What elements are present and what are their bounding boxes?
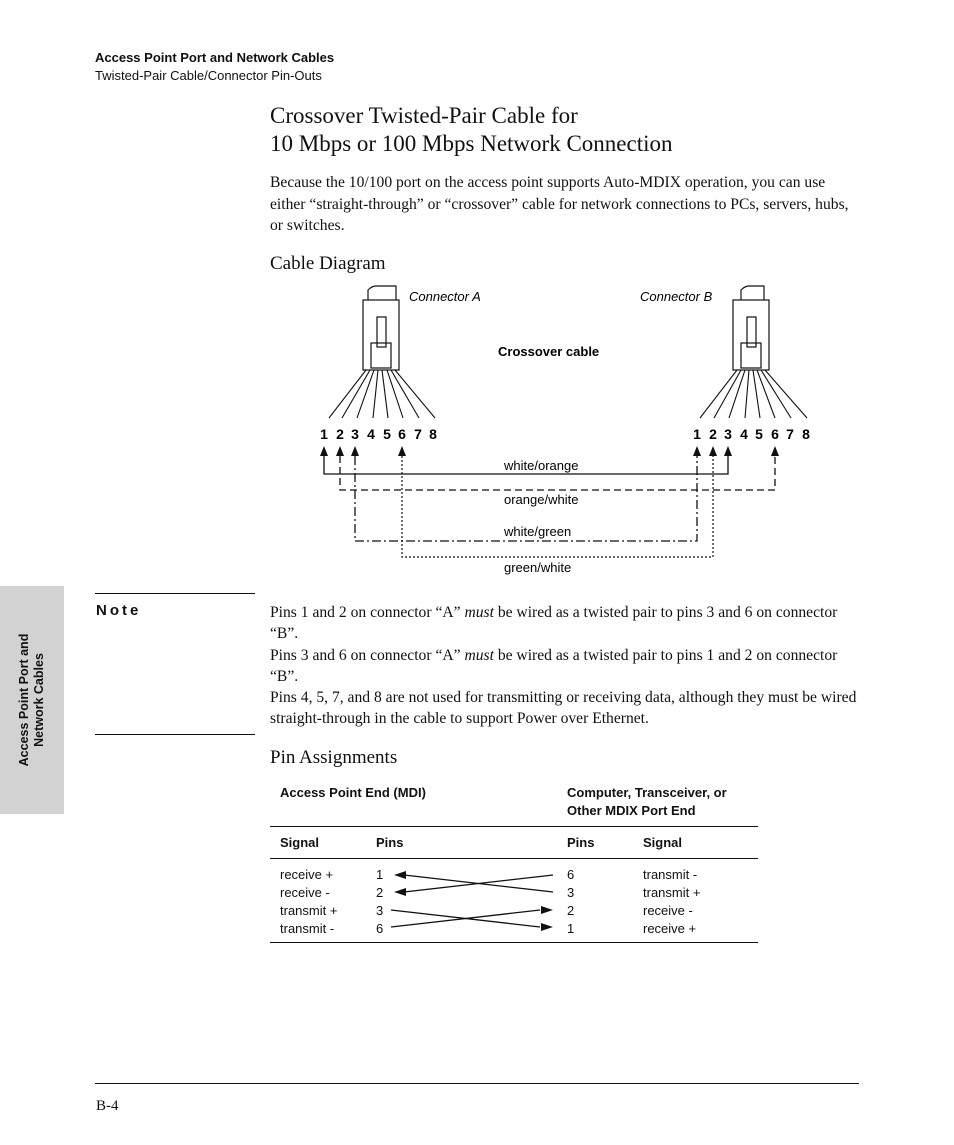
table-cell-signal-a: transmit + [280,903,338,918]
note-line-1-emphasis: must [464,604,494,621]
note-label: Note [96,602,142,619]
page-title-line-2: 10 Mbps or 100 Mbps Network Connection [270,131,673,156]
table-cell-pin-a: 6 [376,921,384,936]
pin-number: 7 [786,426,794,442]
wire-label: white/orange [504,458,579,473]
col-header-pins-right: Pins [567,835,595,850]
note-line-1-post: be wired as a twisted pair to pins 3 and 6 on connector “B”. [270,604,838,643]
note-line-2-emphasis: must [464,646,494,664]
page-number: B-4 [96,1098,119,1114]
table-group-left: Access Point End (MDI) [280,785,426,800]
table-cell-signal-b: transmit + [643,885,701,900]
arrowhead-left-icon [394,871,406,879]
pin-number: 4 [367,426,375,442]
pin-number: 8 [802,426,810,442]
table-cell-pin-b: 3 [567,885,575,900]
wire-label: green/white [504,560,572,575]
pin-number: 2 [336,426,344,442]
running-header-section: Access Point Port and Network Cables [95,50,335,65]
pin-number: 3 [351,426,359,442]
pin-number: 5 [383,426,391,442]
table-cell-signal-b: receive + [643,921,697,936]
running-header-subsection: Twisted-Pair Cable/Connector Pin-Outs [95,68,322,83]
table-cell-signal-a: receive - [280,885,330,900]
connector-b-label: Connector B [640,289,713,304]
table-rule-bottom [270,942,758,943]
arrowhead-left-icon [394,888,406,896]
pin-number: 4 [740,426,748,442]
pin-number: 5 [755,426,763,442]
arrowhead-right-icon [541,923,553,931]
note-line-2-post: be wired as a twisted pair to pins 1 and 2 on connector “B”. [270,646,838,685]
pin-number: 3 [724,426,732,442]
note-line-3: Pins 4, 5, 7, and 8 are not used for transmitting or receiving data, although they must be wired straight-through in the cable to support Power over Ethernet. [270,689,857,728]
wire-label: white/green [504,524,572,539]
pin-number: 6 [398,426,406,442]
note-line-2-pre: Pins 3 and 6 on connector “A” [270,646,465,664]
pin-number: 7 [414,426,422,442]
intro-paragraph: Because the 10/100 port on the access point supports Auto-MDIX operation, you can use either “straight-through” or “crossover” cable for network connections to PCs, servers, hubs, or switches. [270,174,849,234]
col-header-signal-left: Signal [280,835,320,850]
note-line-1-pre: Pins 1 and 2 on connector “A” [270,604,465,621]
table-cell-signal-a: receive + [280,867,334,882]
table-cell-signal-b: receive - [643,903,693,918]
cable-diagram-heading: Cable Diagram [270,253,386,274]
table-cell-pin-a: 1 [376,867,384,882]
side-tab-line-2: Network Cables [32,653,46,747]
col-header-signal-right: Signal [643,835,683,850]
side-tab-text [17,590,47,810]
table-cell-pin-b: 1 [567,921,575,936]
pin-number: 1 [320,426,328,442]
pin-number: 2 [709,426,717,442]
footer-rule [95,1083,859,1084]
table-cell-pin-b: 6 [567,867,575,882]
col-header-pins-left: Pins [376,835,404,850]
page-title-line-1: Crossover Twisted-Pair Cable for [270,103,578,128]
pin-number: 8 [429,426,437,442]
wire-label: orange/white [504,492,579,507]
table-cell-pin-a: 3 [376,903,384,918]
crossover-cable-label: Crossover cable [498,344,600,359]
table-cell-signal-b: transmit - [643,867,698,882]
table-group-right-line-1: Computer, Transceiver, or [567,785,727,800]
table-cell-signal-a: transmit - [280,921,335,936]
table-cell-pin-a: 2 [376,885,384,900]
table-group-right-line-2: Other MDIX Port End [567,803,696,818]
side-tab-line-1: Access Point Port and [17,633,31,767]
pin-number: 1 [693,426,701,442]
connector-a-label: Connector A [409,289,481,304]
table-cell-pin-b: 2 [567,903,575,918]
pin-assignments-heading: Pin Assignments [270,747,398,768]
pin-number: 6 [771,426,779,442]
arrowhead-right-icon [541,906,553,914]
